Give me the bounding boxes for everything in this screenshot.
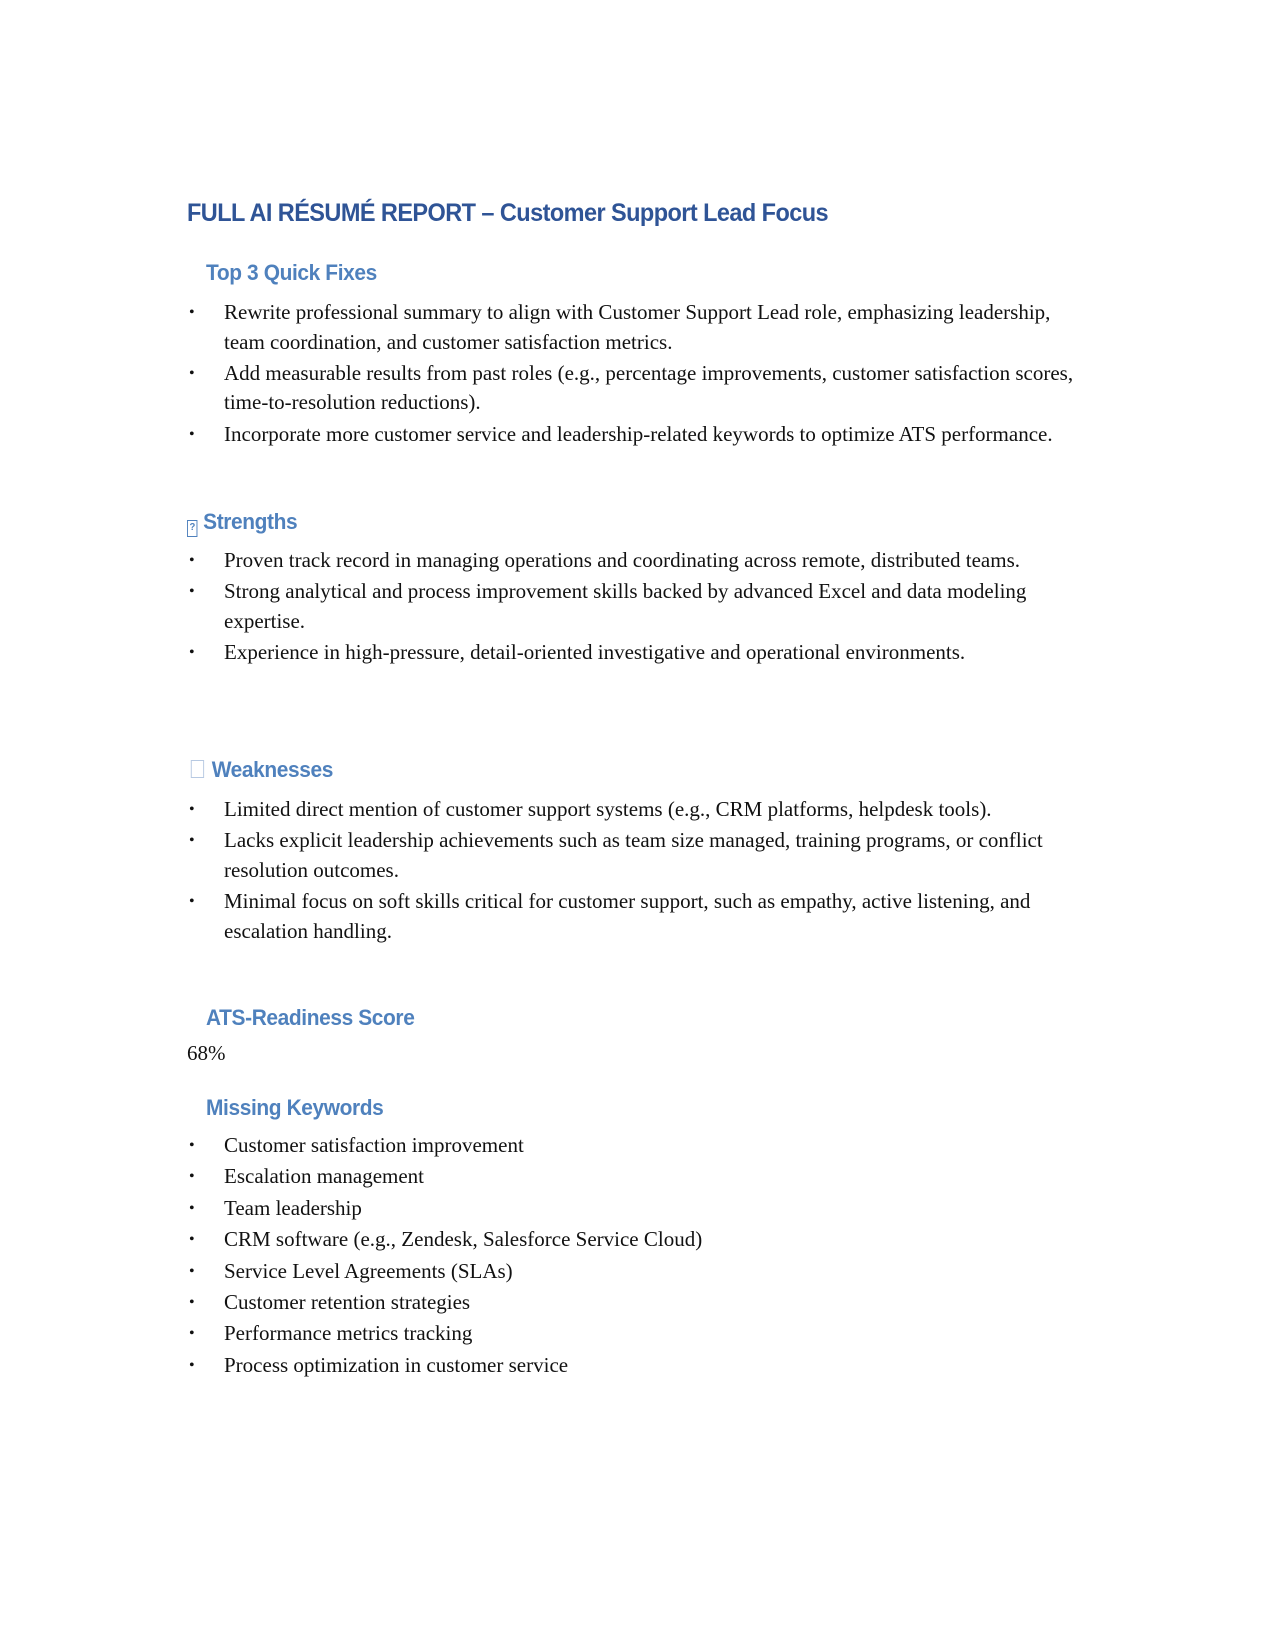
list-item: • Team leadership: [187, 1194, 1077, 1224]
missing-keywords-heading-text: Missing Keywords: [206, 1095, 384, 1120]
quick-fixes-heading-text: Top 3 Quick Fixes: [206, 260, 377, 285]
bullet-icon: •: [189, 832, 195, 850]
strengths-list: [187, 546, 1077, 669]
weaknesses-heading-text: Weaknesses: [211, 757, 334, 782]
list-item: • Customer retention strategies: [187, 1288, 1077, 1318]
list-item: • Lacks explicit leadership achievements such as team size managed, training programs, or conflict resolution outcomes.: [189, 828, 1043, 882]
bullet-icon: •: [189, 1231, 195, 1249]
bullet-icon: •: [189, 364, 195, 382]
list-item: • Customer satisfaction improvement: [187, 1131, 1077, 1161]
list-item: • Proven track record in managing operations and coordinating across remote, distributed teams.: [187, 546, 1077, 576]
list-item: • Service Level Agreements (SLAs): [187, 1257, 1077, 1287]
missing-keywords-list: [187, 1131, 1077, 1382]
bullet-icon: •: [189, 1199, 195, 1217]
list-item: • Minimal focus on soft skills critical for customer support, such as empathy, active listening, and escalation handling.: [189, 888, 1031, 943]
bullet-icon: •: [189, 1168, 195, 1186]
missing-glyph-icon: [191, 760, 204, 778]
list-item: • Limited direct mention of customer support systems (e.g., CRM platforms, helpdesk tools).: [187, 795, 1077, 825]
quick-fixes-heading: [187, 260, 377, 286]
bullet-icon: •: [189, 552, 195, 569]
bullet-icon: •: [189, 583, 195, 601]
list-item: • Performance metrics tracking: [187, 1319, 1077, 1349]
list-item: • Strong analytical and process improvement skills backed by advanced Excel and data modeling expertise.: [189, 579, 1027, 633]
bullet-icon: •: [189, 1356, 195, 1374]
bullet-icon: •: [189, 304, 195, 321]
bullet-icon: •: [189, 425, 195, 443]
list-item: • CRM software (e.g., Zendesk, Salesforce Service Cloud): [187, 1225, 1077, 1255]
ats-score-heading-text: ATS-Readiness Score: [206, 1005, 415, 1030]
list-item: • Add measurable results from past roles (e.g., percentage improvements, customer satisfaction scores, time-to-resolution reductions).: [189, 360, 1074, 415]
strengths-heading: [187, 509, 297, 537]
bullet-icon: •: [189, 1325, 195, 1343]
weaknesses-list: [187, 795, 1077, 948]
bullet-icon: •: [189, 801, 195, 818]
bullet-icon: •: [189, 643, 195, 661]
bullet-icon: •: [189, 892, 195, 910]
quick-fixes-list: [187, 298, 1077, 451]
ats-score-heading: [187, 1005, 414, 1031]
list-item: • Process optimization in customer service: [187, 1351, 1077, 1381]
missing-glyph-icon: ?: [187, 520, 197, 537]
weaknesses-heading: [187, 757, 333, 783]
list-item: • Experience in high-pressure, detail-oriented investigative and operational environments.: [187, 638, 1077, 668]
bullet-icon: •: [189, 1293, 195, 1311]
strengths-heading-text: Strengths: [203, 509, 298, 534]
missing-keywords-heading: [187, 1095, 383, 1121]
ats-score-value: 68%: [187, 1041, 226, 1065]
list-item: • Escalation management: [187, 1162, 1077, 1192]
list-item: • Rewrite professional summary to align with Customer Support Lead role, emphasizing leadership, team coordination, and customer satisfaction metrics.: [189, 300, 1051, 354]
list-item: • Incorporate more customer service and leadership-related keywords to optimize ATS performance.: [187, 420, 1077, 450]
bullet-icon: •: [189, 1262, 195, 1280]
bullet-icon: •: [189, 1137, 195, 1154]
report-title: FULL AI RÉSUMÉ REPORT – Customer Support Lead Focus: [187, 199, 829, 227]
